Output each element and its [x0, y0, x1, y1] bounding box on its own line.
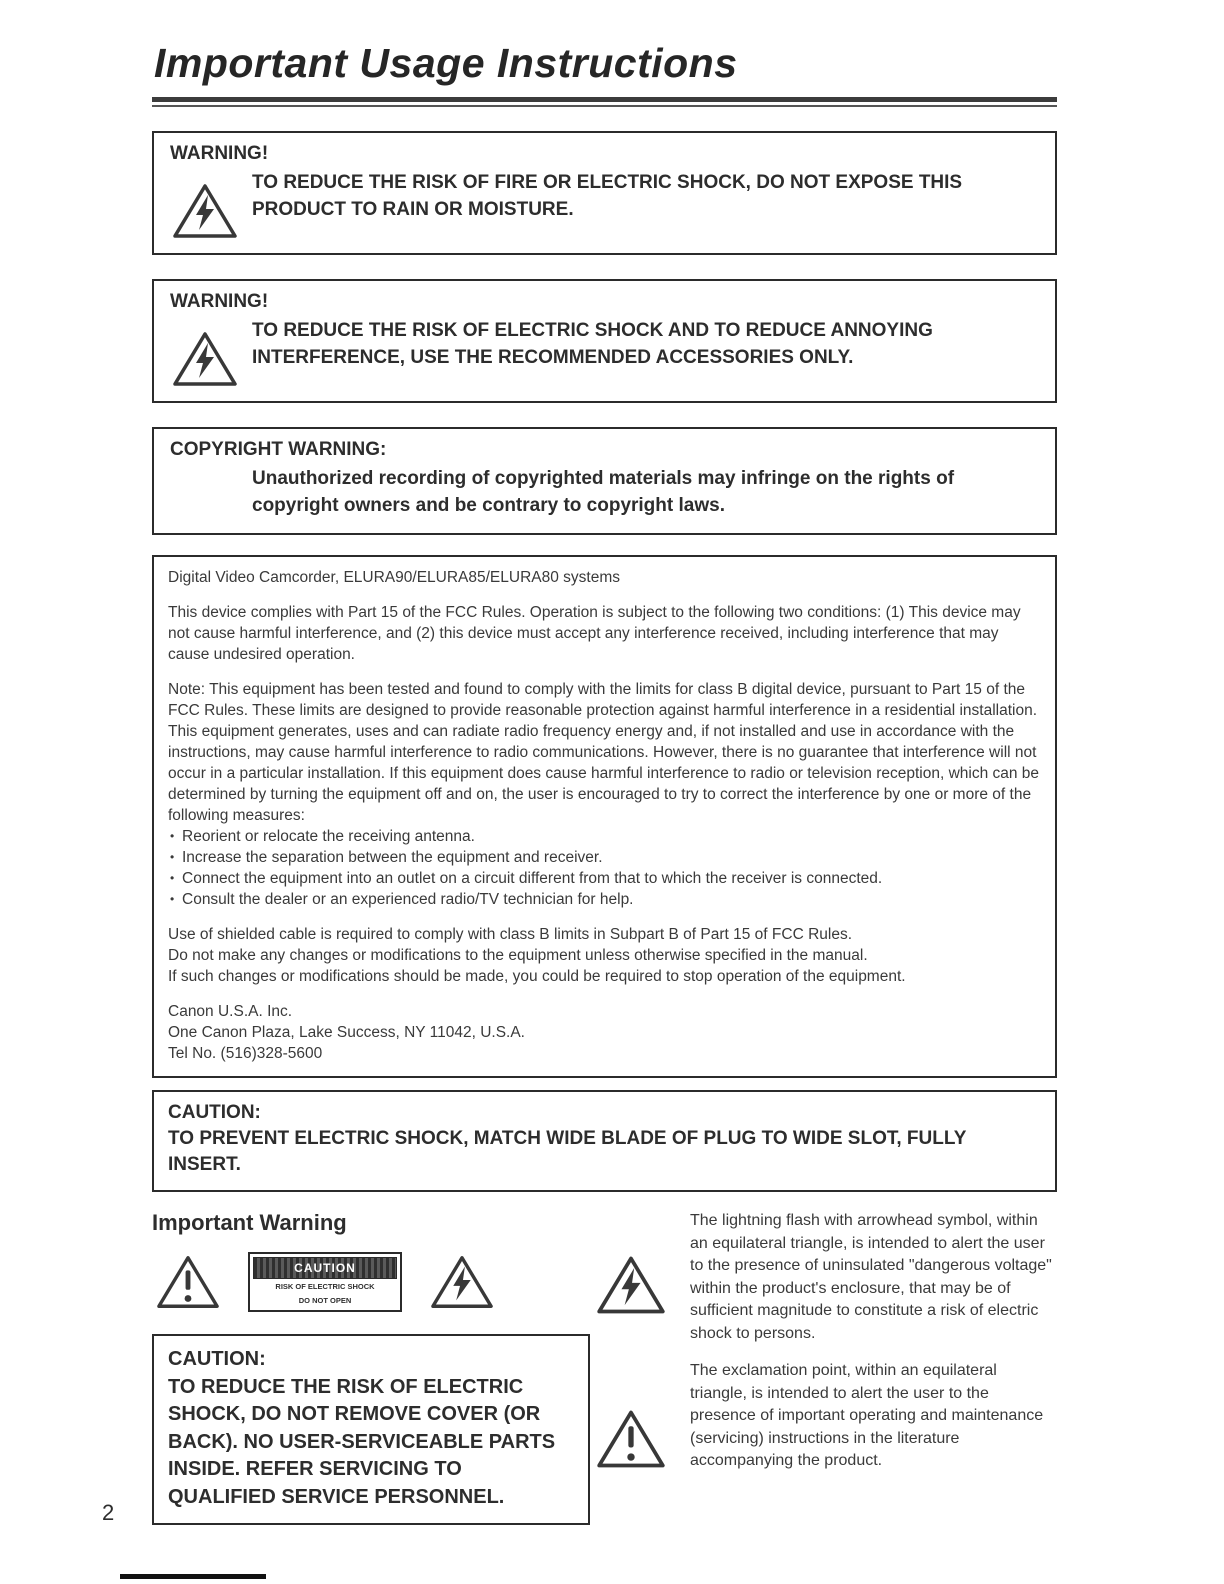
lightning-symbol-explanation: The lightning flash with arrowhead symbol, within an equilateral triangle, is intended to alert the user to the presence of uninsulated "dangerous voltage" within the product's enclosure, that may be of sufficient magnitude to constitute a risk of electric shock to persons.	[690, 1212, 1052, 1342]
caution-body: TO PREVENT ELECTRIC SHOCK, MATCH WIDE BLADE OF PLUG TO WIDE SLOT, FULLY INSERT.	[168, 1128, 967, 1175]
warning-icons-row	[156, 1252, 590, 1312]
exclamation-triangle-icon	[156, 1253, 220, 1311]
canon-phone-line: Tel No. (516)328-5600	[168, 1045, 323, 1062]
lightning-triangle-icon	[596, 1254, 666, 1316]
lightning-triangle-icon	[172, 329, 238, 389]
lightning-triangle-icon	[172, 181, 238, 241]
fcc-paragraph-2: Note: This equipment has been tested and found to comply with the limits for class B digital device, pursuant to Part 15 of the FCC Rules. These limits are designed to provide reasonable protection against harmful interference in a residential installation. This equipment generates, uses and can radiate radio frequency energy and, if not installed and use in accordance with the instructions, may cause harmful interference to radio communications. However, there is no guarantee that interference will not occur in a particular installation. If this equipment does cause harmful interference to radio or television reception, which can be determined by turning the equipment off and on, the user is encouraged to try to correct the interference by one or more of the following measures:	[168, 681, 1040, 824]
list-item: • Consult the dealer or an experienced radio/TV technician for help.	[168, 889, 1041, 910]
copyright-heading: COPYRIGHT WARNING:	[170, 439, 387, 460]
warning-box-accessories	[152, 279, 1057, 403]
important-warning-heading: Important Warning	[152, 1210, 347, 1235]
fcc-model-line: Digital Video Camcorder, ELURA90/ELURA85/ELURA80 systems	[168, 569, 620, 586]
caution-label-line2: DO NOT OPEN	[298, 1296, 352, 1305]
fcc-stop-operation-line: If such changes or modifications should be made, you could be required to stop operation of the equipment.	[168, 968, 906, 985]
caution-label	[248, 1252, 402, 1312]
warning-body: TO REDUCE THE RISK OF ELECTRIC SHOCK AND TO REDUCE ANNOYING INTERFERENCE, USE THE RECOMMENDED ACCESSORIES ONLY.	[252, 320, 933, 368]
list-item: • Increase the separation between the equipment and receiver.	[168, 847, 1041, 868]
caution-heading: CAUTION:	[168, 1348, 266, 1370]
spacer	[168, 588, 1041, 602]
spacer	[168, 665, 1041, 679]
spacer	[168, 910, 1041, 924]
fcc-shielded-cable-line: Use of shielded cable is required to comply with class B limits in Subpart B of Part 15 of FCC Rules.	[168, 926, 853, 943]
spacer	[168, 987, 1041, 1001]
caution-label-line1: RISK OF ELECTRIC SHOCK	[275, 1282, 375, 1291]
copyright-warning-box	[152, 427, 1057, 535]
caution-plug-box	[152, 1090, 1057, 1192]
caution-label-title: CAUTION	[253, 1257, 397, 1279]
spacer	[690, 1345, 1057, 1360]
title-rule-thick	[152, 97, 1057, 102]
list-item: • Connect the equipment into an outlet on a circuit different from that to which the receiver is connected.	[168, 868, 1041, 889]
canon-address-line: One Canon Plaza, Lake Success, NY 11042, U.S.A.	[168, 1024, 525, 1041]
page-number: 2	[102, 1500, 115, 1525]
fcc-modifications-line: Do not make any changes or modifications to the equipment unless otherwise specified in the manual.	[168, 947, 868, 964]
exclamation-triangle-icon	[596, 1408, 666, 1470]
title-rule-thin	[152, 105, 1057, 107]
warning-heading: WARNING!	[170, 143, 269, 164]
caution-no-cover-box	[152, 1334, 590, 1525]
caution-heading: CAUTION:	[168, 1102, 261, 1123]
warning-box-fire-shock	[152, 131, 1057, 255]
page-content	[152, 40, 1057, 1525]
important-warning-right-column	[690, 1210, 1057, 1525]
list-item: • Reorient or relocate the receiving antenna.	[168, 826, 1041, 847]
fcc-paragraph-1: This device complies with Part 15 of the FCC Rules. Operation is subject to the following two conditions: (1) This device may not cause harmful interference, and (2) this device must accept any interference received, including interference that may cause undesired operation.	[168, 604, 1021, 663]
footer-rule	[120, 1574, 266, 1579]
exclamation-symbol-explanation: The exclamation point, within an equilateral triangle, is intended to alert the user to the presence of important operating and maintenance (servicing) instructions in the literature accompanying the product.	[690, 1362, 1044, 1469]
copyright-body: Unauthorized recording of copyrighted materials may infringe on the rights of copyright owners and be contrary to copyright laws.	[252, 468, 955, 516]
fcc-measures-list	[168, 826, 1041, 910]
important-warning-left-column	[152, 1210, 590, 1525]
warning-heading: WARNING!	[170, 291, 269, 312]
caution-body: TO REDUCE THE RISK OF ELECTRIC SHOCK, DO NOT REMOVE COVER (OR BACK). NO USER-SERVICEABLE PARTS INSIDE. REFER SERVICING TO QUALIFIED SERVICE PERSONNEL.	[168, 1375, 556, 1508]
lightning-triangle-icon	[430, 1253, 494, 1311]
warning-body: TO REDUCE THE RISK OF FIRE OR ELECTRIC SHOCK, DO NOT EXPOSE THIS PRODUCT TO RAIN OR MOISTURE.	[252, 172, 963, 220]
canon-company-line: Canon U.S.A. Inc.	[168, 1003, 293, 1020]
fcc-compliance-box	[152, 555, 1057, 1078]
page-title: Important Usage Instructions	[154, 40, 738, 86]
important-warning-section	[152, 1210, 1057, 1525]
important-warning-middle-icons	[590, 1210, 690, 1525]
